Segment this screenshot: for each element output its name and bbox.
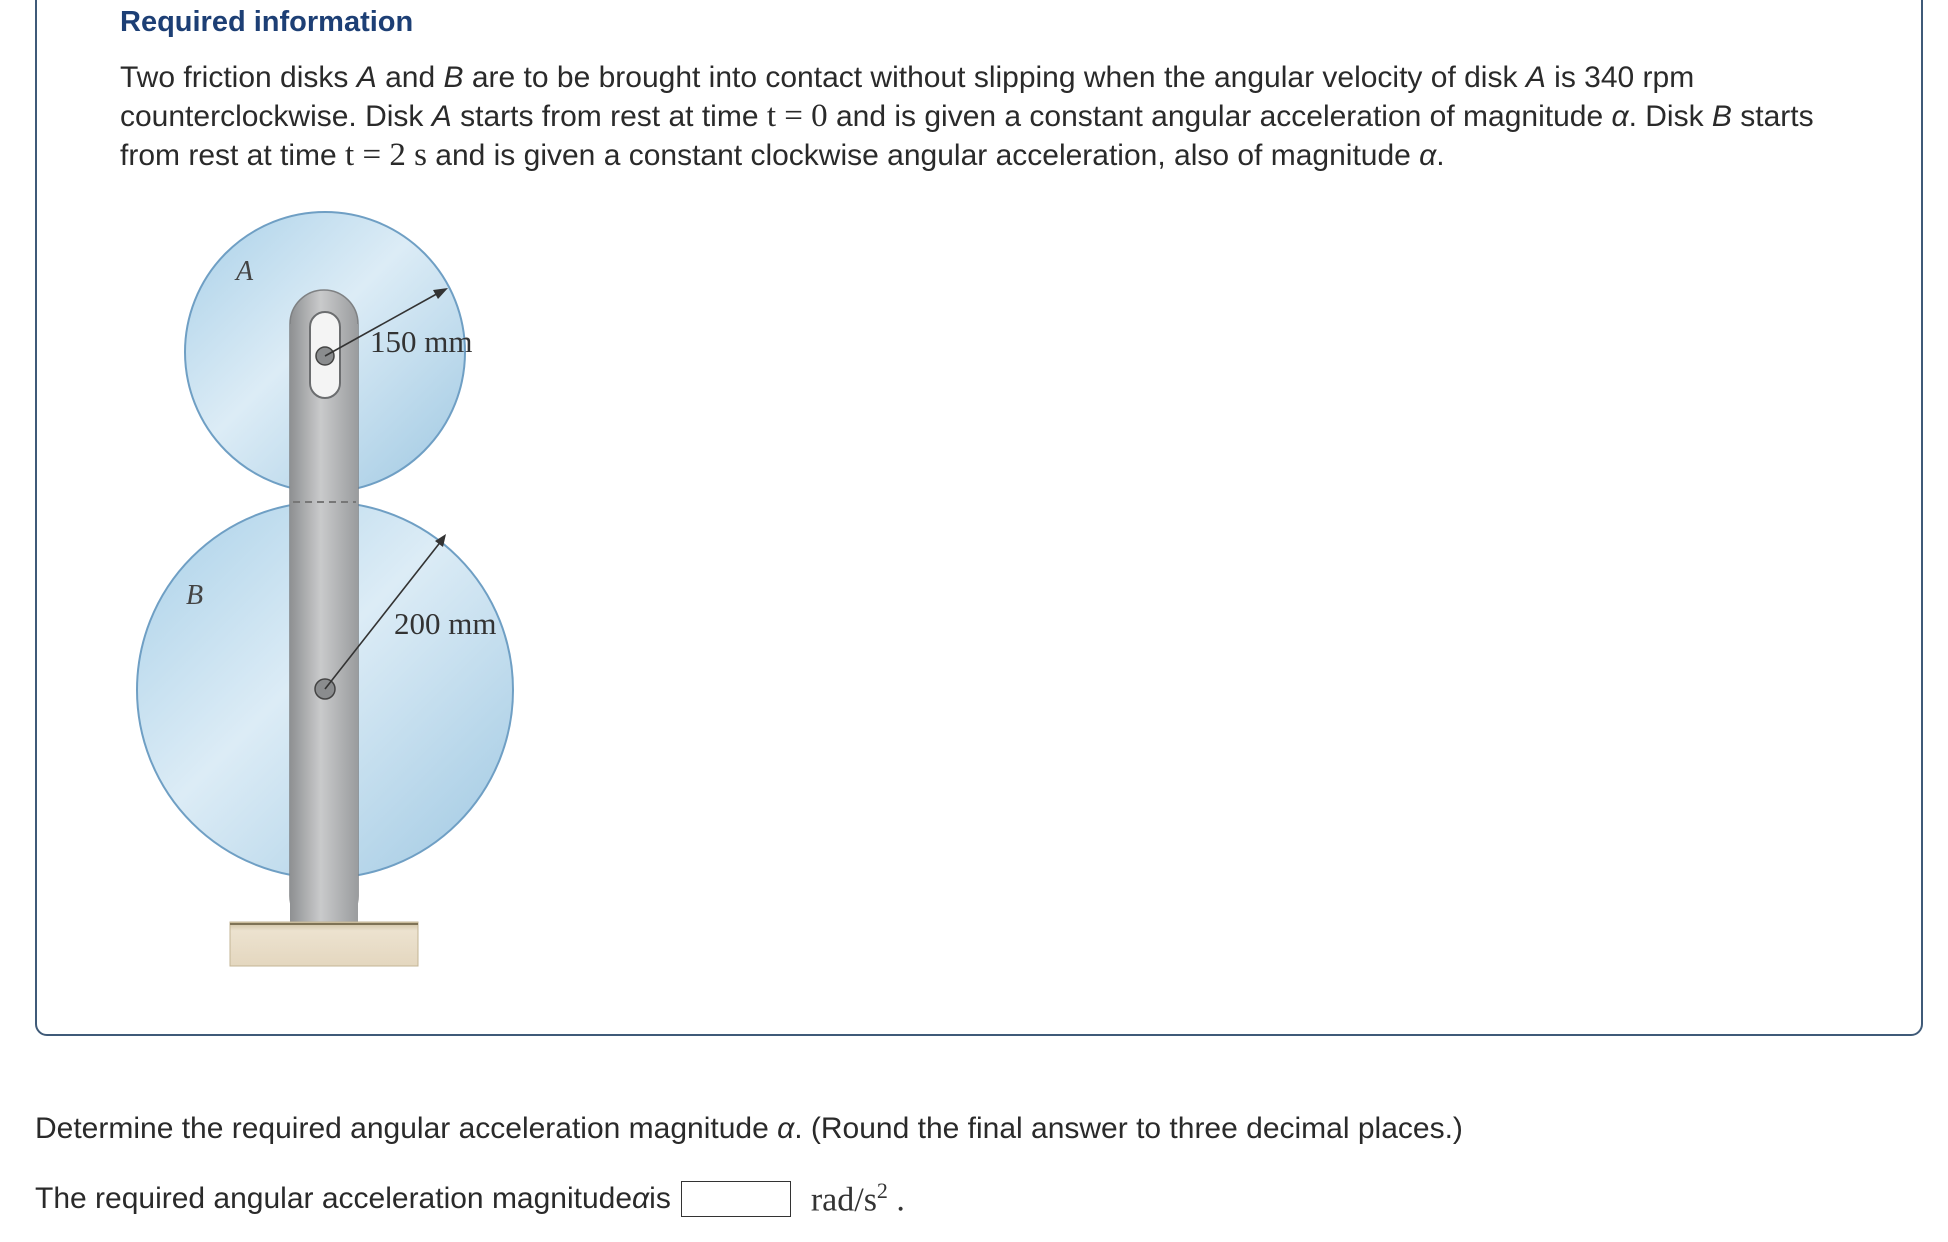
alpha-symbol: α — [777, 1112, 795, 1145]
answer-input[interactable] — [681, 1181, 791, 1217]
text-segment: and — [376, 61, 444, 94]
question-prompt — [35, 1112, 1463, 1146]
time-start-a: t = 0 — [766, 98, 828, 134]
answer-row — [35, 1176, 905, 1222]
time-start-b: t = 2 s — [345, 137, 427, 173]
text-segment: starts from rest at time — [120, 100, 1814, 172]
unit-exponent: 2 — [876, 1178, 888, 1204]
text-segment: is 340 rpm counterclockwise. Disk — [120, 61, 1695, 133]
text-segment: starts from rest at time — [451, 100, 767, 133]
unit-base: rad/s — [810, 1181, 877, 1219]
radius-a-label: 150 mm — [370, 324, 473, 359]
disk-b-label: B — [186, 580, 204, 611]
friction-disks-figure — [130, 210, 530, 970]
answer-label: The required angular acceleration magnitude — [35, 1182, 633, 1215]
text-segment: . Disk — [1628, 100, 1712, 133]
text-segment: are to be brought into contact without slipping when the angular velocity of disk — [463, 61, 1526, 94]
disk-a-symbol: A — [431, 100, 452, 133]
text-segment: and is given a constant angular acceleration of magnitude — [827, 100, 1612, 133]
alpha-symbol: α — [1611, 100, 1629, 133]
text-segment: Two friction disks — [120, 61, 357, 94]
disk-b-symbol: B — [1711, 100, 1732, 133]
answer-label-end: is — [649, 1182, 671, 1215]
disk-a-symbol: A — [1525, 61, 1546, 94]
unit-trailing: . — [887, 1181, 905, 1219]
text-segment: . — [1436, 139, 1445, 172]
radius-b-label: 200 mm — [394, 606, 497, 641]
question-text-segment: Determine the required angular acceleration magnitude — [35, 1112, 778, 1145]
disk-b-symbol: B — [443, 61, 464, 94]
question-text-segment: . (Round the final answer to three decimal places.) — [794, 1112, 1463, 1145]
card-title: Required information — [120, 6, 414, 38]
base-plate — [230, 922, 418, 966]
unit-label — [811, 1178, 905, 1219]
disk-a-label: A — [236, 256, 254, 287]
text-segment: and is given a constant clockwise angular acceleration, also of magnitude — [426, 139, 1420, 172]
alpha-symbol: α — [1419, 139, 1437, 172]
disk-a-symbol: A — [356, 61, 377, 94]
alpha-symbol: α — [632, 1182, 650, 1215]
problem-statement — [120, 58, 1850, 175]
support-arm-body — [290, 324, 358, 930]
